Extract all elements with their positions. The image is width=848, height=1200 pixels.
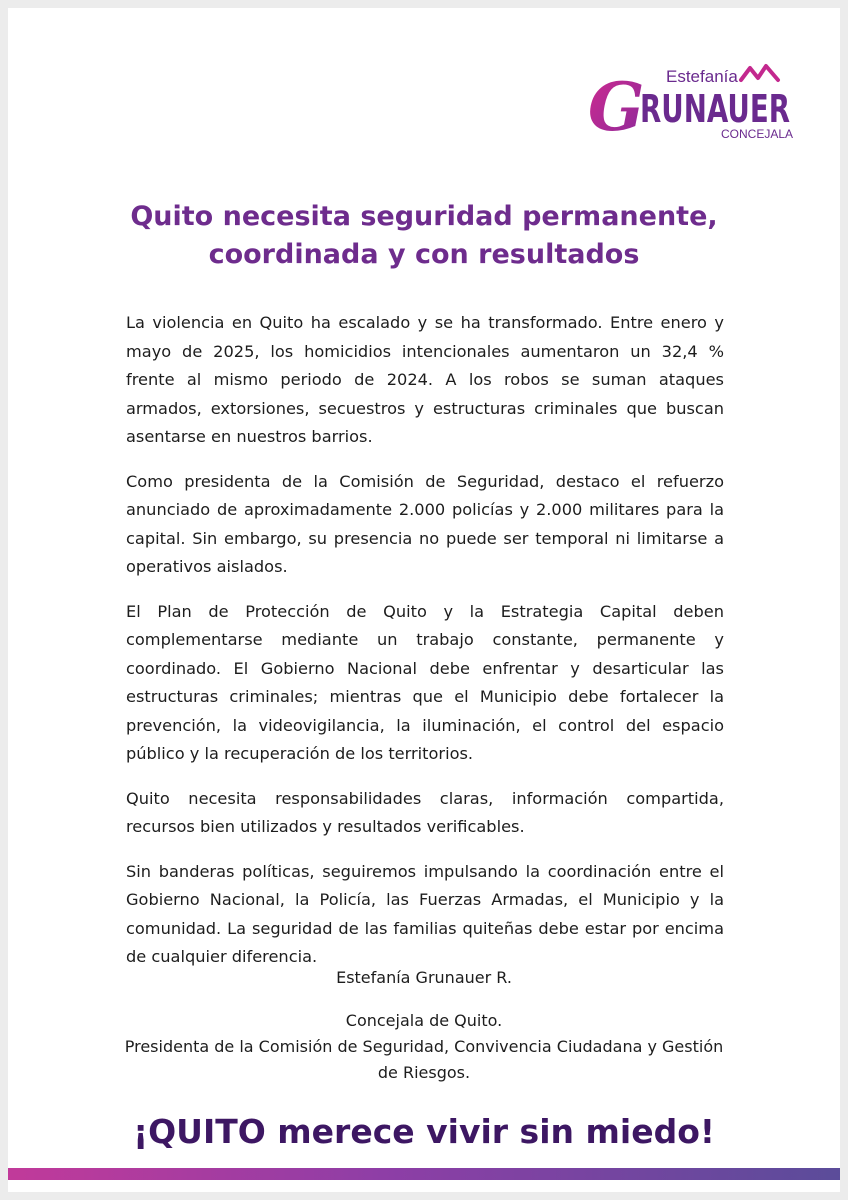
- signatory-role-line-1: Concejala de Quito.: [345, 1011, 503, 1030]
- signatory-role-line-2: Presidenta de la Comisión de Seguridad, Convivencia Ciudadana y Gestión de Riesgos.: [124, 1037, 724, 1082]
- paragraph-4: Quito necesita responsabilidades claras, información compartida, recursos bien utilizados y resultados verificables.: [126, 788, 724, 836]
- campaign-logo: [588, 60, 818, 150]
- closing-slogan: ¡QUITO merece vivir sin miedo!: [133, 1112, 715, 1151]
- signatory-role: [124, 1008, 724, 1086]
- document-title: [68, 198, 780, 274]
- paragraph-3: El Plan de Protección de Quito y la Estrategia Capital deben complementarse mediante un trabajo constante, permanente y coordinado. El Gobierno Nacional debe enfrentar y desarticular las estructuras criminales; mientras que el Municipio debe fortalecer la prevención, la videovigilancia, la iluminación, el control del espacio público y la recuperación de los territorios.: [126, 601, 724, 763]
- logo-role: CONCEJALA: [721, 127, 794, 141]
- logo-graphic: [588, 60, 818, 150]
- signature-block: [68, 966, 780, 1086]
- logo-first-name: Estefanía: [666, 67, 738, 86]
- paragraph-2: Como presidenta de la Comisión de Seguridad, destaco el refuerzo anunciado de aproximadamente 2.000 policías y 2.000 militares para la capital. Sin embargo, su presencia no puede ser temporal ni limitarse a operativos aislados.: [126, 471, 724, 576]
- title-line-1: Quito necesita seguridad permanente,: [130, 201, 718, 232]
- paragraph-1: La violencia en Quito ha escalado y se ha transformado. Entre enero y mayo de 2025, los homicidios intencionales aumentaron un 32,4 % frente al mismo periodo de 2024. A los robos se suman ataques armados, extorsiones, secuestros y estructuras criminales que buscan asentarse en nuestros barrios.: [126, 313, 724, 446]
- logo-g-letter: G: [588, 68, 645, 146]
- statement-body: [126, 309, 724, 988]
- mountain-icon: [741, 66, 778, 80]
- logo-last-name: RUNAUER: [640, 87, 790, 131]
- document-page: [8, 8, 840, 1192]
- signatory-name: Estefanía Grunauer R.: [336, 968, 512, 987]
- title-line-2: coordinada y con resultados: [208, 239, 640, 270]
- footer-gradient-bar: [8, 1168, 840, 1180]
- paragraph-5: Sin banderas políticas, seguiremos impulsando la coordinación entre el Gobierno Nacional, la Policía, las Fuerzas Armadas, el Municipio y la comunidad. La seguridad de las familias quiteñas debe estar por encima de cualquier diferencia.: [126, 861, 724, 966]
